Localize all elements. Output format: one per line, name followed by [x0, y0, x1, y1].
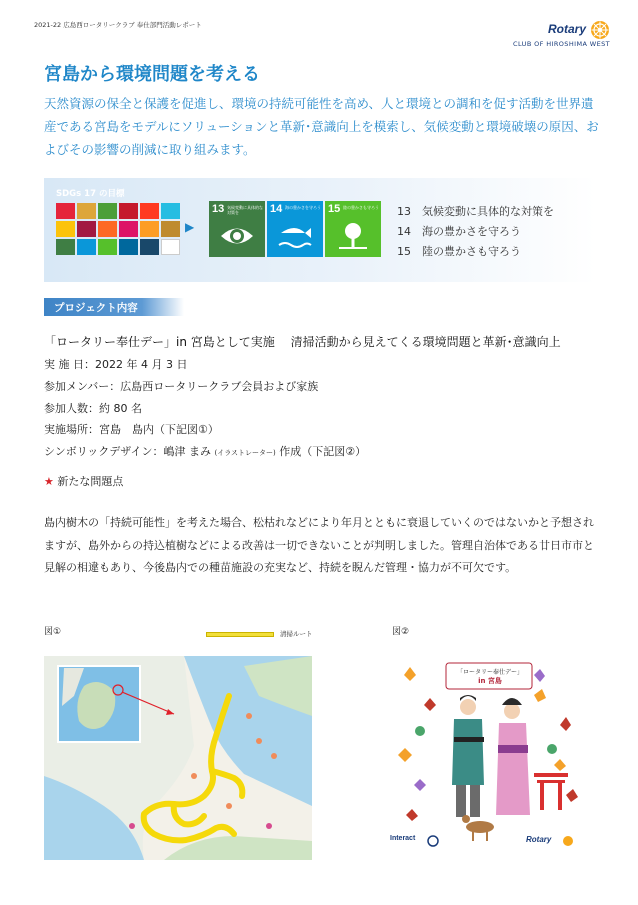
sdgs-goal-list: [397, 202, 554, 262]
issue-body-paragraph: 島内樹木の「持続可能性」を考えた場合、松枯れなどにより年月とともに衰退していくのではないかと予想されますが、島外からの持込植樹などによる改善は一切できないことが判明しました。管理自治体である廿日市市と見解の相違もあり、今後島内での種苗施設の充実など、持続を睨んだ管理・協力が不可欠です。: [44, 516, 594, 574]
goal-title: 海の豊かさを守ろう: [285, 205, 321, 210]
figure-2-label: 図②: [392, 627, 410, 637]
sdg-tile-13: [56, 239, 75, 255]
goal-title: 陸の豊かさも守ろう: [343, 205, 379, 210]
sdg-tile-4: [119, 203, 138, 219]
design-prefix: シンボリックデザイン：嶋津 まみ: [44, 445, 212, 458]
symbolic-design-illustration: [384, 645, 588, 857]
sdg-tile-9: [98, 221, 117, 237]
sdg-tile-1: [56, 203, 75, 219]
figure-1-label: 図①: [44, 627, 62, 637]
route-legend-label: 清掃ルート: [280, 630, 313, 638]
star-icon: ★: [44, 475, 54, 488]
cleanup-route-map: [44, 656, 312, 860]
poster-interact-logo: Interact: [390, 835, 416, 842]
sdg-tile-18: [161, 239, 180, 255]
arrow-right-icon: ▶: [185, 220, 195, 234]
goal-number: 13: [212, 203, 225, 215]
sdg-tile-3: [98, 203, 117, 219]
project-date: 実 施 日：2022 年 4 月 3 日: [44, 358, 188, 371]
sdg-goal-15-tile: [325, 201, 381, 257]
sdgs-panel: [44, 178, 596, 282]
sdgs-label: SDGs 17 の目標: [56, 189, 125, 199]
design-suffix: 作成（下記図②）: [279, 445, 367, 458]
sdg-goal-13-tile: [209, 201, 265, 257]
sdg-tile-7: [56, 221, 75, 237]
goal-number: 15: [328, 203, 341, 215]
report-header-title: 2021-22 広島西ロータリークラブ 奉仕部門活動レポート: [34, 21, 202, 29]
goal-title: 気候変動に具体的な対策を: [227, 205, 263, 215]
club-name: CLUB OF HIROSHIMA WEST: [513, 40, 610, 48]
sdg-tile-10: [119, 221, 138, 237]
page-title: 宮島から環境問題を考える: [44, 64, 260, 85]
sdg-tile-12: [161, 221, 180, 237]
design-role: (イラストレーター): [214, 449, 276, 457]
poster-subtitle: in 宮島: [478, 677, 502, 685]
sdg-tile-2: [77, 203, 96, 219]
sdg-tile-6: [161, 203, 180, 219]
poster-title: 「ロータリー奉仕デー」: [456, 669, 523, 676]
tree-icon: [335, 221, 371, 251]
project-members: 参加メンバー：広島西ロータリークラブ会員および家族: [44, 380, 319, 393]
goal-list-item: 14 海の豊かさを守ろう: [397, 225, 521, 238]
sdg-tile-17: [140, 239, 159, 255]
goal-list-item: 15 陸の豊かさも守ろう: [397, 245, 521, 258]
project-participant-count: 参加人数：約 80 名: [44, 402, 142, 415]
sdg-tile-15: [98, 239, 117, 255]
goal-list-item: 13 気候変動に具体的な対策を: [397, 205, 554, 218]
rotary-wheel-icon: [590, 20, 610, 40]
sdgs-tile-grid: [56, 203, 180, 255]
section-heading-bar: [44, 298, 184, 316]
project-place: 実施場所：宮島 島内（下記図①）: [44, 423, 219, 436]
sdg-goal-14-tile: [267, 201, 323, 257]
rotary-wordmark: Rotary: [547, 22, 586, 36]
eye-globe-icon: [219, 221, 255, 251]
fish-icon: [277, 221, 313, 251]
sdg-tile-5: [140, 203, 159, 219]
sdg-tile-16: [119, 239, 138, 255]
intro-paragraph: 天然資源の保全と保護を促進し、環境の持続可能性を高め、人と環境との調和を促す活動を世界遺産である宮島をモデルにソリューションと革新･意識向上を模索し、気候変動と環境破壊の原因、およびその影響の削減に取り組みます。: [44, 96, 599, 157]
sdg-tile-14: [77, 239, 96, 255]
map-image: [44, 656, 312, 860]
project-headline: 「ロータリー奉仕デー」in 宮島として実施 清掃活動から見えてくる環境問題と革新･意識向上: [44, 335, 561, 349]
sdg-tile-11: [140, 221, 159, 237]
goal-number: 14: [270, 203, 283, 215]
route-legend-swatch: [206, 632, 274, 637]
issue-heading: [44, 473, 123, 489]
poster-rotary-logo: Rotary: [526, 835, 552, 844]
rotary-logo: [480, 20, 610, 56]
issue-label: 新たな問題点: [57, 475, 124, 488]
sdg-tile-8: [77, 221, 96, 237]
section-heading-label: プロジェクト内容: [54, 302, 138, 314]
project-design: [44, 443, 366, 459]
